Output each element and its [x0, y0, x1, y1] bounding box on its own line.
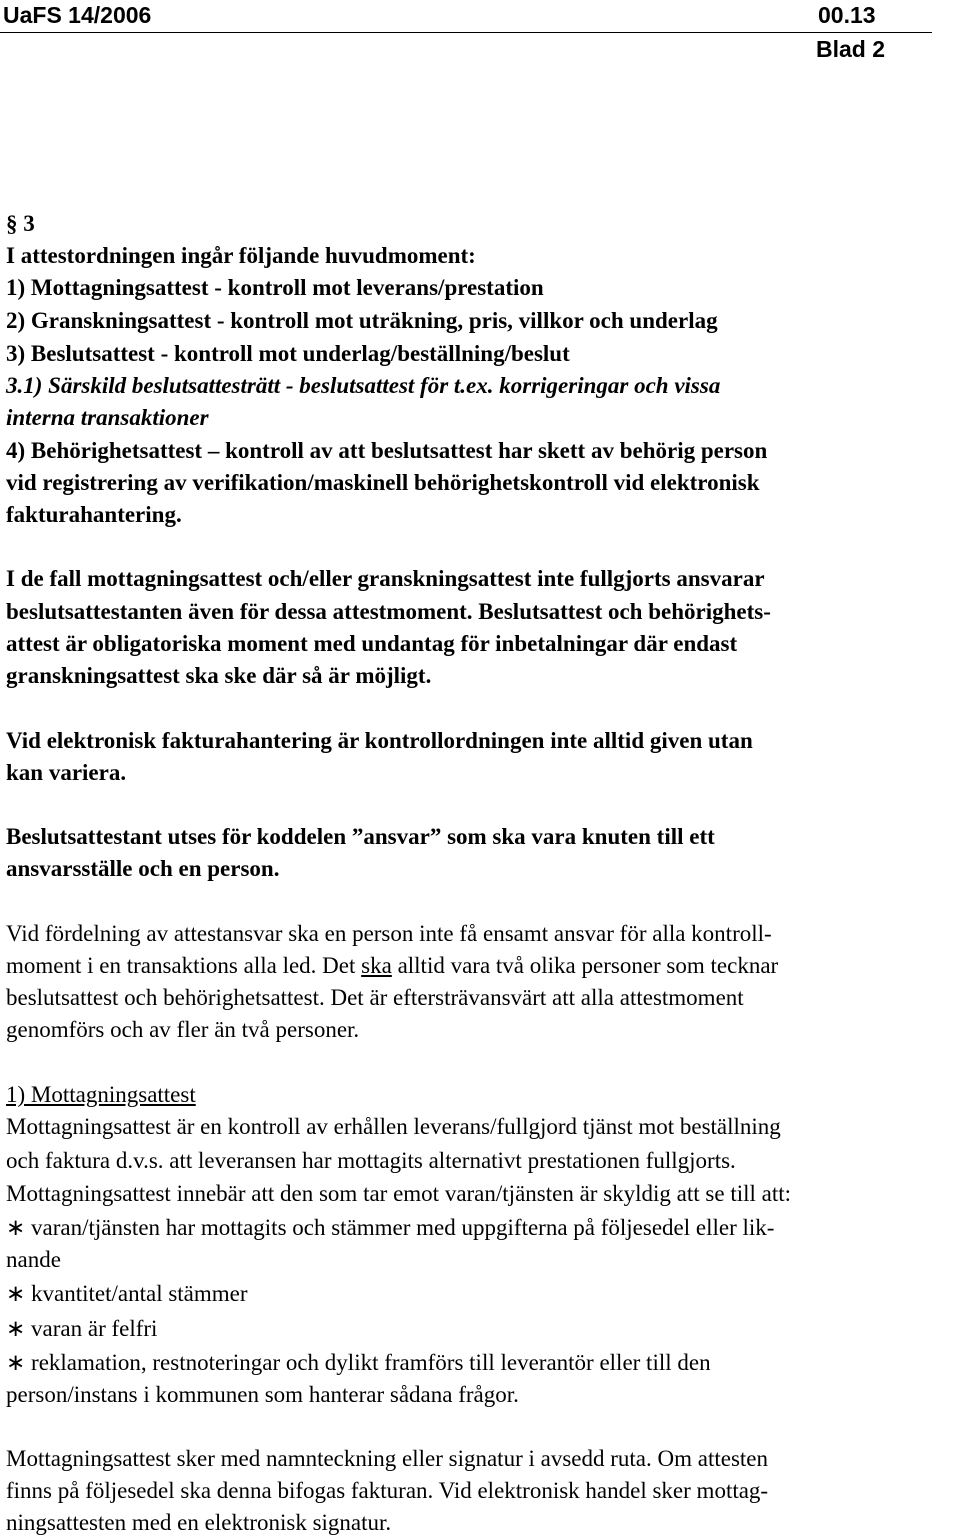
bullet-text: kvantitet/antal stämmer [31, 1281, 248, 1306]
emphasis-underline: ska [361, 953, 392, 978]
bullet-item [6, 1212, 774, 1244]
list-item: 3) Beslutsattest - kontroll mot underlag/beställning/beslut [6, 341, 570, 366]
paragraph-line: ningsattesten med en elektronisk signatur. [6, 1510, 392, 1535]
paragraph-line: genomförs och av fler än två personer. [6, 1017, 360, 1042]
paragraph-line: Vid fördelning av attestansvar ska en person inte få ensamt ansvar för alla kontroll- [6, 921, 772, 946]
bullet-item [6, 1313, 157, 1345]
paragraph-line: kan variera. [6, 760, 127, 785]
bullet-text: varan/tjänsten har mottagits och stämmer med uppgifterna på följesedel eller lik- [31, 1215, 775, 1240]
bullet-icon: ∗ [6, 1350, 26, 1375]
paragraph-line: Beslutsattestant utses för koddelen ”ansvar” som ska vara knuten till ett [6, 824, 715, 849]
text-run: moment i en transaktions alla led. Det [6, 953, 362, 978]
paragraph-line: granskningsattest ska ske där så är möjligt. [6, 663, 432, 688]
paragraph-line: finns på följesedel ska denna bifogas fakturan. Vid elektronisk handel sker mottag- [6, 1478, 769, 1503]
sub-heading: 1) Mottagningsattest [6, 1082, 196, 1107]
bullet-icon: ∗ [6, 1281, 26, 1306]
paragraph-line: Mottagningsattest innebär att den som tar emot varan/tjänsten är skyldig att se till att: [6, 1181, 792, 1206]
bullet-continuation: nande [6, 1247, 61, 1272]
bullet-continuation: person/instans i kommunen som hanterar sådana frågor. [6, 1382, 519, 1407]
paragraph-line: attest är obligatoriska moment med undantag för inbetalningar där endast [6, 631, 738, 656]
list-item: 3.1) Särskild beslutsattesträtt - beslutsattest för t.ex. korrigeringar och vissa [6, 373, 721, 398]
paragraph-line: beslutsattest och behörighetsattest. Det är eftersträvansvärt att alla attestmoment [6, 985, 744, 1010]
bullet-icon: ∗ [6, 1316, 26, 1341]
bullet-item [6, 1347, 711, 1379]
sheet-number: Blad 2 [816, 36, 886, 62]
paragraph-line: ansvarsställe och en person. [6, 856, 280, 881]
list-item: vid registrering av verifikation/maskinell behörighetskontroll vid elektronisk [6, 470, 760, 495]
paragraph-line: Vid elektronisk fakturahantering är kontrollordningen inte alltid given utan [6, 728, 753, 753]
paragraph-line: och faktura d.v.s. att leveransen har mottagits alternativt prestationen fullgjorts. [6, 1148, 736, 1173]
document-id: UaFS 14/2006 [3, 2, 152, 28]
list-item: fakturahantering. [6, 502, 182, 527]
paragraph-line: beslutsattestanten även för dessa attestmoment. Beslutsattest och behörighets- [6, 599, 771, 624]
paragraph-line [6, 950, 778, 982]
list-item: 4) Behörighetsattest – kontroll av att beslutsattest har skett av behörig person [6, 438, 768, 463]
bullet-text: reklamation, restnoteringar och dylikt framförs till leverantör eller till den [31, 1350, 711, 1375]
intro-line: I attestordningen ingår följande huvudmoment: [6, 243, 476, 268]
bullet-icon: ∗ [6, 1215, 26, 1240]
paragraph-line: Mottagningsattest sker med namnteckning eller signatur i avsedd ruta. Om attesten [6, 1446, 768, 1471]
list-item: interna transaktioner [6, 405, 209, 430]
document-number: 00.13 [818, 2, 876, 28]
paragraph-line: I de fall mottagningsattest och/eller granskningsattest inte fullgjorts ansvarar [6, 566, 765, 591]
bullet-text: varan är felfri [31, 1316, 158, 1341]
page-header [0, 0, 932, 33]
list-item: 1) Mottagningsattest - kontroll mot leverans/prestation [6, 275, 544, 300]
list-item: 2) Granskningsattest - kontroll mot uträkning, pris, villkor och underlag [6, 308, 718, 333]
paragraph-line: Mottagningsattest är en kontroll av erhållen leverans/fullgjord tjänst mot beställning [6, 1114, 781, 1139]
text-run: alltid vara två olika personer som tecknar [391, 953, 779, 978]
section-mark: § 3 [6, 211, 35, 236]
bullet-item [6, 1278, 248, 1310]
